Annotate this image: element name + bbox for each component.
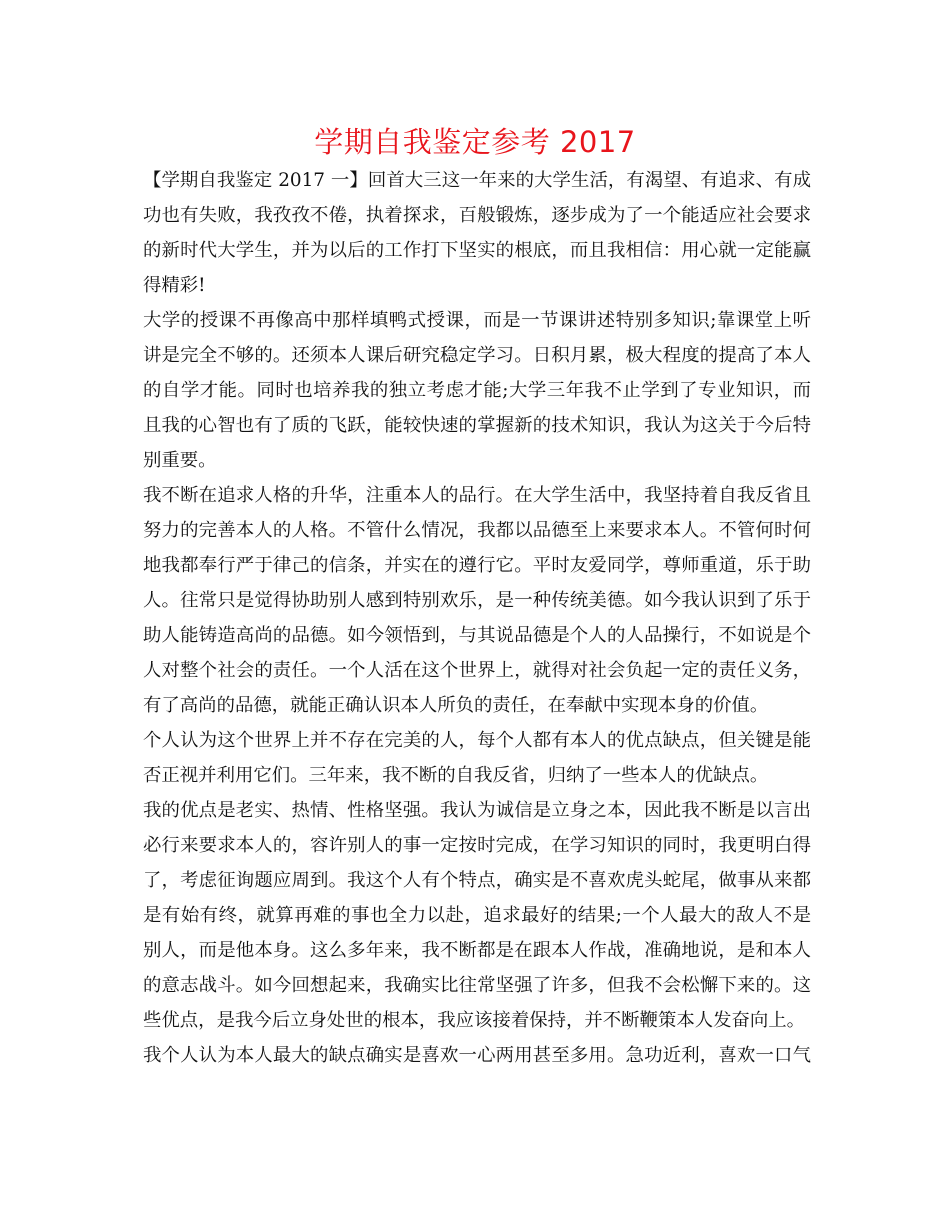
paragraph-line: 功也有失败，我孜孜不倦，执着探求，百般锻炼，逐步成为了一个能适应社会要求 xyxy=(143,205,811,226)
paragraph-line: 个人认为这个世界上并不存在完美的人，每个人都有本人的优点缺点，但关键是能 xyxy=(143,730,811,751)
paragraph-line: 必行来要求本人的，容许别人的事一定按时完成，在学习知识的同时，我更明白得 xyxy=(143,835,811,856)
paragraph-line: 【学期自我鉴定 2017 一】回首大三这一年来的大学生活，有渴望、有追求、有成 xyxy=(143,170,811,191)
paragraph-line: 些优点，是我今后立身处世的根本，我应该接着保持，并不断鞭策本人发奋向上。 xyxy=(143,1010,806,1031)
paragraph-line: 别重要。 xyxy=(143,450,217,471)
paragraph-line: 了，考虑征询题应周到。我这个人有个特点，确实是不喜欢虎头蛇尾，做事从来都 xyxy=(143,870,811,891)
paragraph-line: 人对整个社会的责任。一个人活在这个世界上，就得对社会负起一定的责任义务， xyxy=(143,660,811,681)
document-title: 学期自我鉴定参考 2017 xyxy=(314,125,636,159)
paragraph-line: 地我都奉行严于律己的信条，并实在的遵行它。平时友爱同学，尊师重道，乐于助 xyxy=(143,555,811,576)
paragraph xyxy=(143,163,811,303)
paragraph xyxy=(143,1038,811,1073)
paragraph-line: 人。往常只是觉得协助别人感到特别欢乐，是一种传统美德。如今我认识到了乐于 xyxy=(143,590,811,611)
paragraph-line: 我的优点是老实、热情、性格坚强。我认为诚信是立身之本，因此我不断是以言出 xyxy=(143,800,811,821)
paragraph xyxy=(143,793,811,1038)
paragraph-line: 且我的心智也有了质的飞跃，能较快速的掌握新的技术知识，我认为这关于今后特 xyxy=(143,415,811,436)
document-body xyxy=(143,163,811,1073)
paragraph-line: 得精彩! xyxy=(143,275,206,296)
paragraph xyxy=(143,303,811,478)
paragraph-line: 的新时代大学生，并为以后的工作打下坚实的根底，而且我相信：用心就一定能赢 xyxy=(143,240,811,261)
paragraph-line: 否正视并利用它们。三年来，我不断的自我反省，归纳了一些本人的优缺点。 xyxy=(143,765,769,786)
paragraph-line: 别人，而是他本身。这么多年来，我不断都是在跟本人作战，准确地说，是和本人 xyxy=(143,940,811,961)
paragraph xyxy=(143,478,811,723)
paragraph-line: 我个人认为本人最大的缺点确实是喜欢一心两用甚至多用。急功近利，喜欢一口气 xyxy=(143,1045,811,1066)
paragraph-line: 努力的完善本人的人格。不管什么情况，我都以品德至上来要求本人。不管何时何 xyxy=(143,520,811,541)
paragraph-line: 有了高尚的品德，就能正确认识本人所负的责任，在奉献中实现本身的价值。 xyxy=(143,695,769,716)
paragraph-line: 的意志战斗。如今回想起来，我确实比往常坚强了许多，但我不会松懈下来的。这 xyxy=(143,975,811,996)
paragraph xyxy=(143,723,811,793)
paragraph-line: 讲是完全不够的。还须本人课后研究稳定学习。日积月累，极大程度的提高了本人 xyxy=(143,345,811,366)
paragraph-line: 大学的授课不再像高中那样填鸭式授课，而是一节课讲述特别多知识;靠课堂上听 xyxy=(143,310,811,331)
paragraph-line: 的自学才能。同时也培养我的独立考虑才能;大学三年我不止学到了专业知识，而 xyxy=(143,380,811,401)
paragraph-line: 助人能铸造高尚的品德。如今领悟到，与其说品德是个人的人品操行，不如说是个 xyxy=(143,625,811,646)
paragraph-line: 是有始有终，就算再难的事也全力以赴，追求最好的结果;一个人最大的敌人不是 xyxy=(143,905,811,926)
paragraph-line: 我不断在追求人格的升华，注重本人的品行。在大学生活中，我坚持着自我反省且 xyxy=(143,485,811,506)
